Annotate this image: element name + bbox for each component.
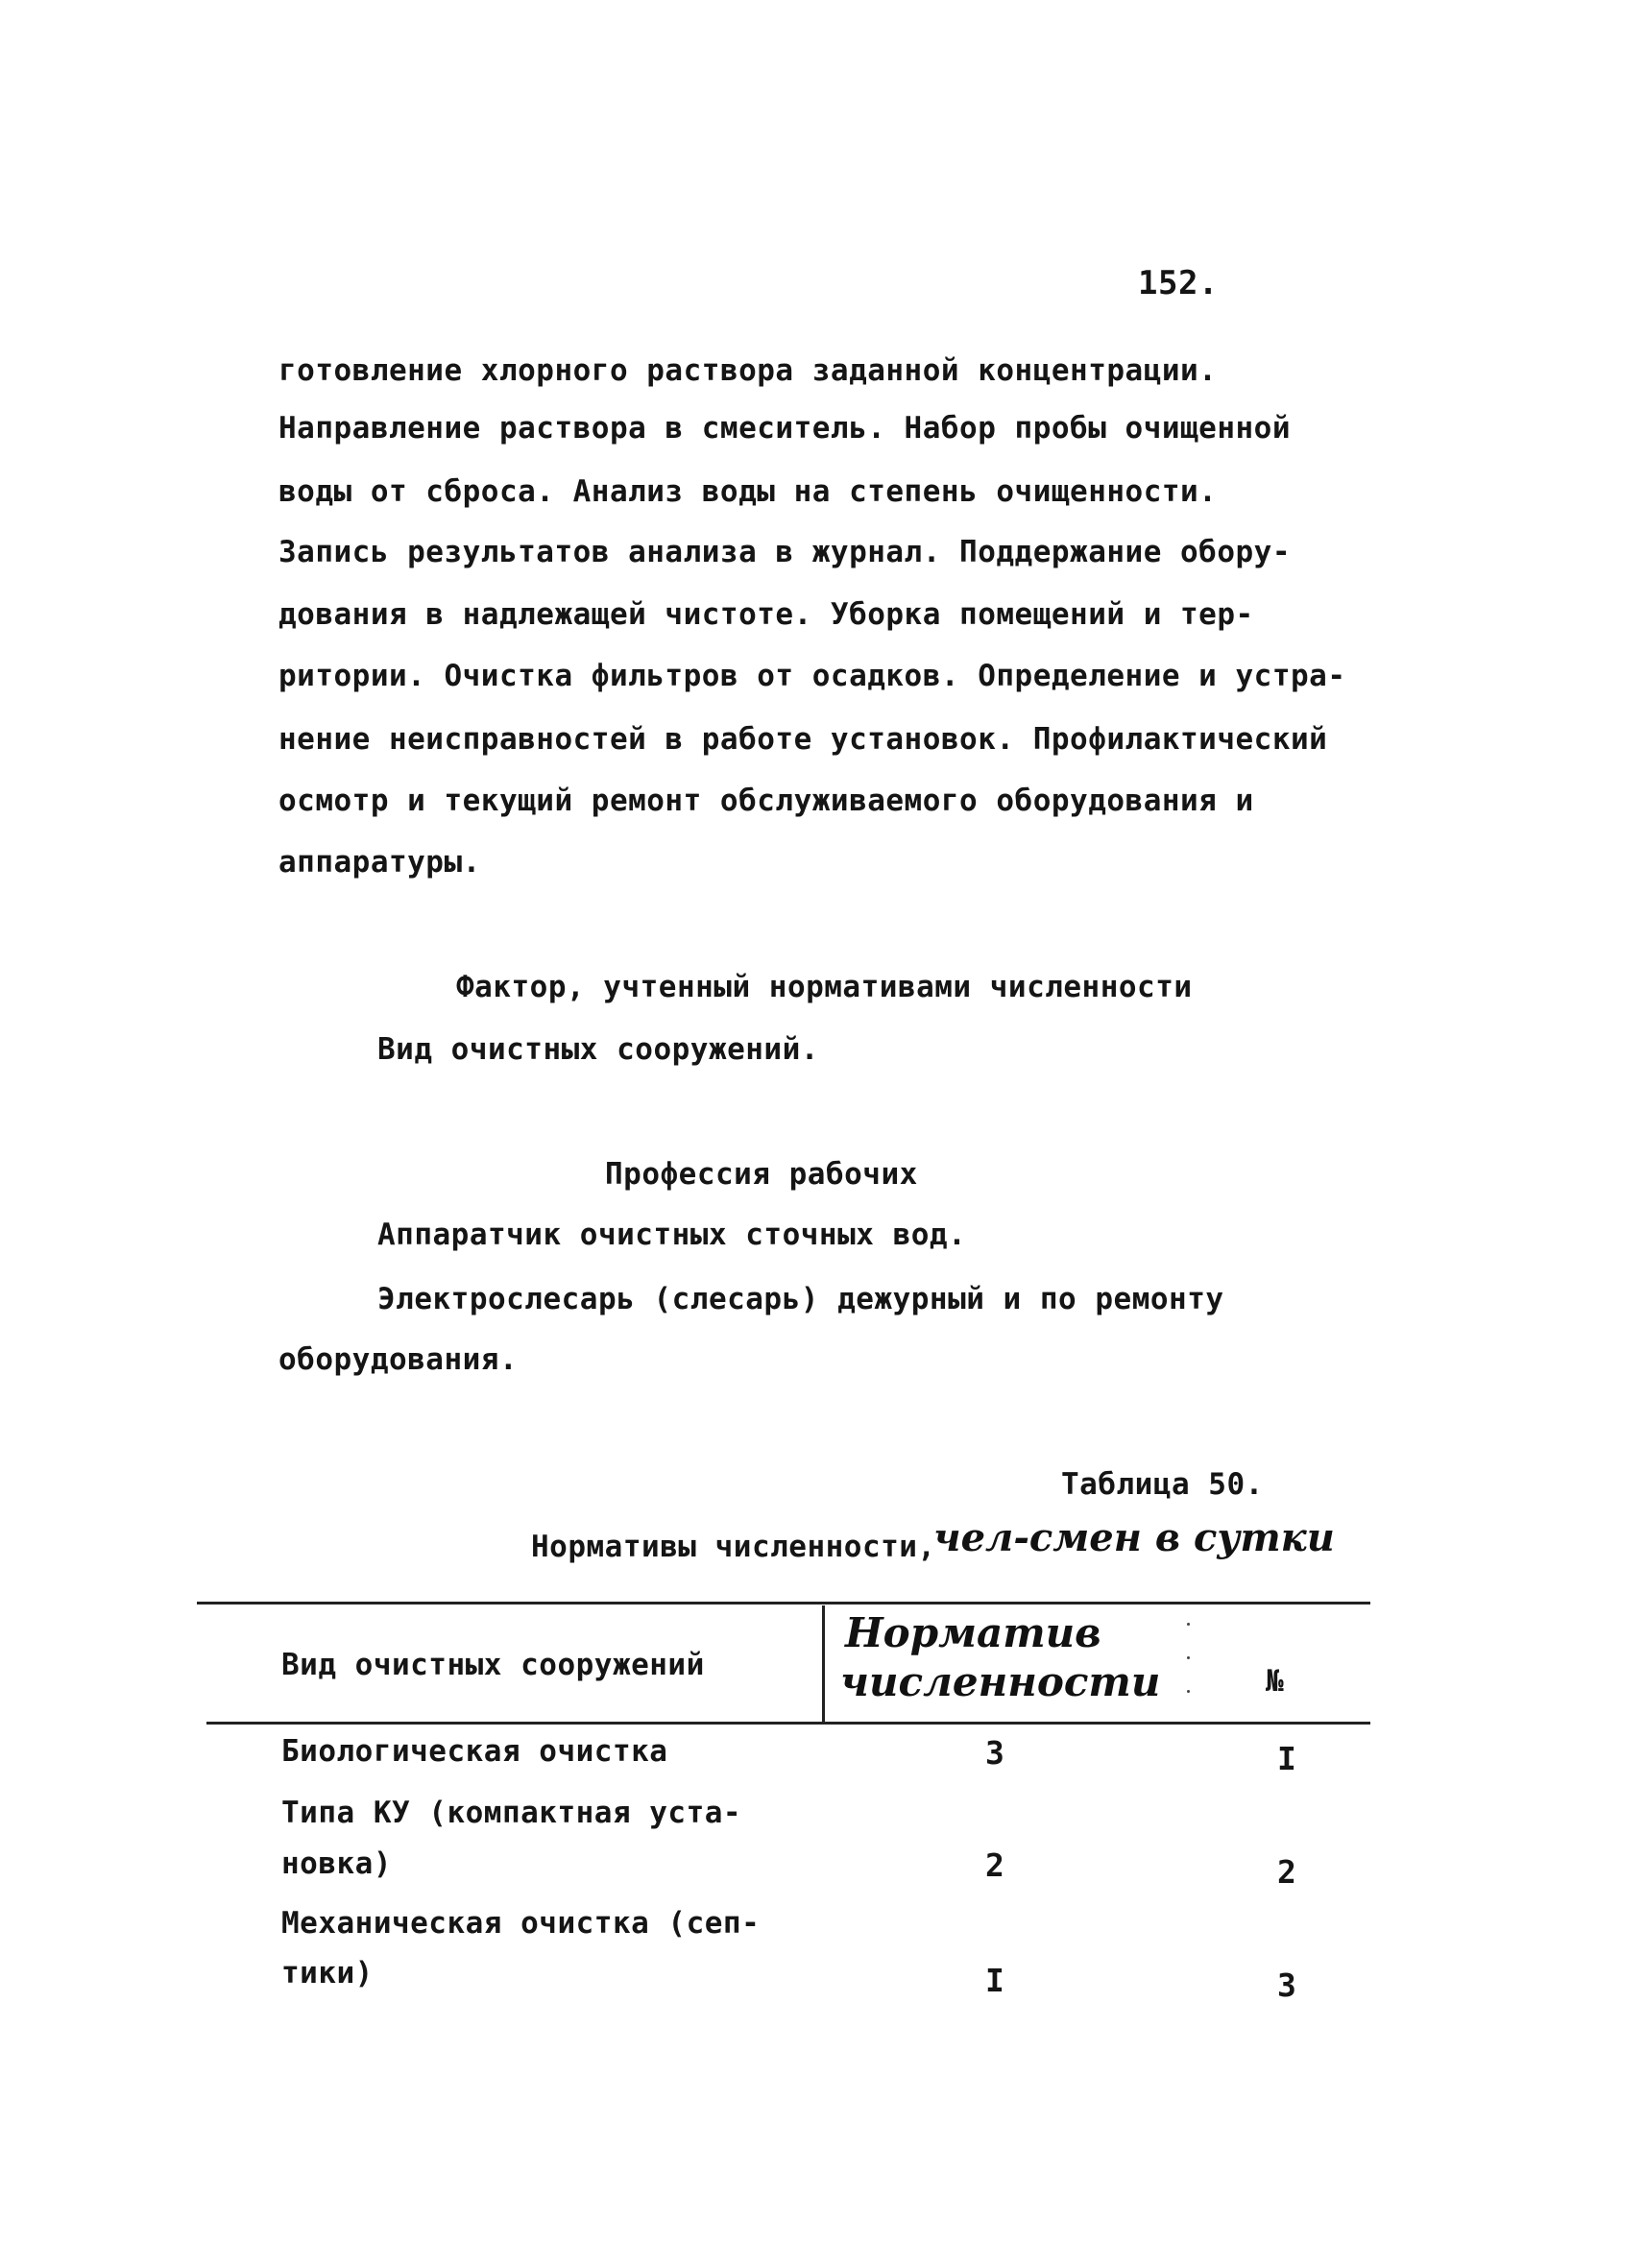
row-name: Механическая очистка (сеп- (281, 1906, 761, 1941)
header-norm-line1: Норматив (845, 1609, 1101, 1656)
profession-line: оборудования. (278, 1342, 519, 1377)
table-dot (1187, 1690, 1190, 1693)
row-value: I (985, 1962, 1005, 1999)
table-label: Таблица 50. (1061, 1467, 1264, 1502)
page-number: 152. (1138, 264, 1219, 302)
table-caption: Нормативы численности, (531, 1530, 936, 1564)
paragraph-line: готовление хлорного раствора заданной концентрации. (278, 353, 1218, 388)
table-header-rule (206, 1722, 1370, 1725)
profession-line: Аппаратчик очистных сточных вод. (377, 1218, 967, 1252)
header-norm-line2: численности (840, 1658, 1161, 1705)
row-number: 2 (1277, 1853, 1297, 1891)
profession-line: Электрослесарь (слесарь) дежурный и по ремонту (377, 1282, 1224, 1316)
row-number: I (1277, 1740, 1297, 1777)
paragraph-line: осмотр и текущий ремонт обслуживаемого оборудования и (278, 784, 1254, 818)
table-dot (1187, 1623, 1190, 1626)
paragraph-line: дования в надлежащей чистоте. Уборка помещений и тер- (278, 597, 1254, 632)
paragraph-line: ритории. Очистка фильтров от осадков. Определение и устра- (278, 659, 1346, 693)
table-caption-handwritten: чел-смен в сутки (933, 1515, 1335, 1560)
row-number: 3 (1277, 1966, 1297, 2004)
row-value: 2 (985, 1846, 1005, 1884)
paragraph-line: Запись результатов анализа в журнал. Поддержание обору- (278, 535, 1291, 569)
paragraph-line: Направление раствора в смеситель. Набор пробы очищенной (278, 411, 1291, 446)
table-top-rule (197, 1602, 1370, 1604)
paragraph-line: воды от сброса. Анализ воды на степень очищенности. (278, 474, 1218, 509)
paragraph-line: нение неисправностей в работе установок. Профилактический (278, 722, 1328, 757)
profession-heading: Профессия рабочих (605, 1157, 918, 1192)
row-name: Биологическая очистка (281, 1734, 668, 1769)
row-name: Типа КУ (компактная уста- (281, 1796, 742, 1830)
factor-heading: Фактор, учтенный нормативами численности (456, 970, 1193, 1004)
table-dot (1187, 1656, 1190, 1659)
row-name: новка) (281, 1846, 392, 1881)
header-number: № (1266, 1664, 1285, 1699)
row-name: тики) (281, 1956, 374, 1991)
row-value: 3 (985, 1734, 1005, 1772)
header-type: Вид очистных сооружений (281, 1648, 705, 1682)
table-column-divider (822, 1605, 825, 1723)
factor-text: Вид очистных сооружений. (377, 1032, 819, 1067)
paragraph-line: аппаратуры. (278, 845, 481, 880)
